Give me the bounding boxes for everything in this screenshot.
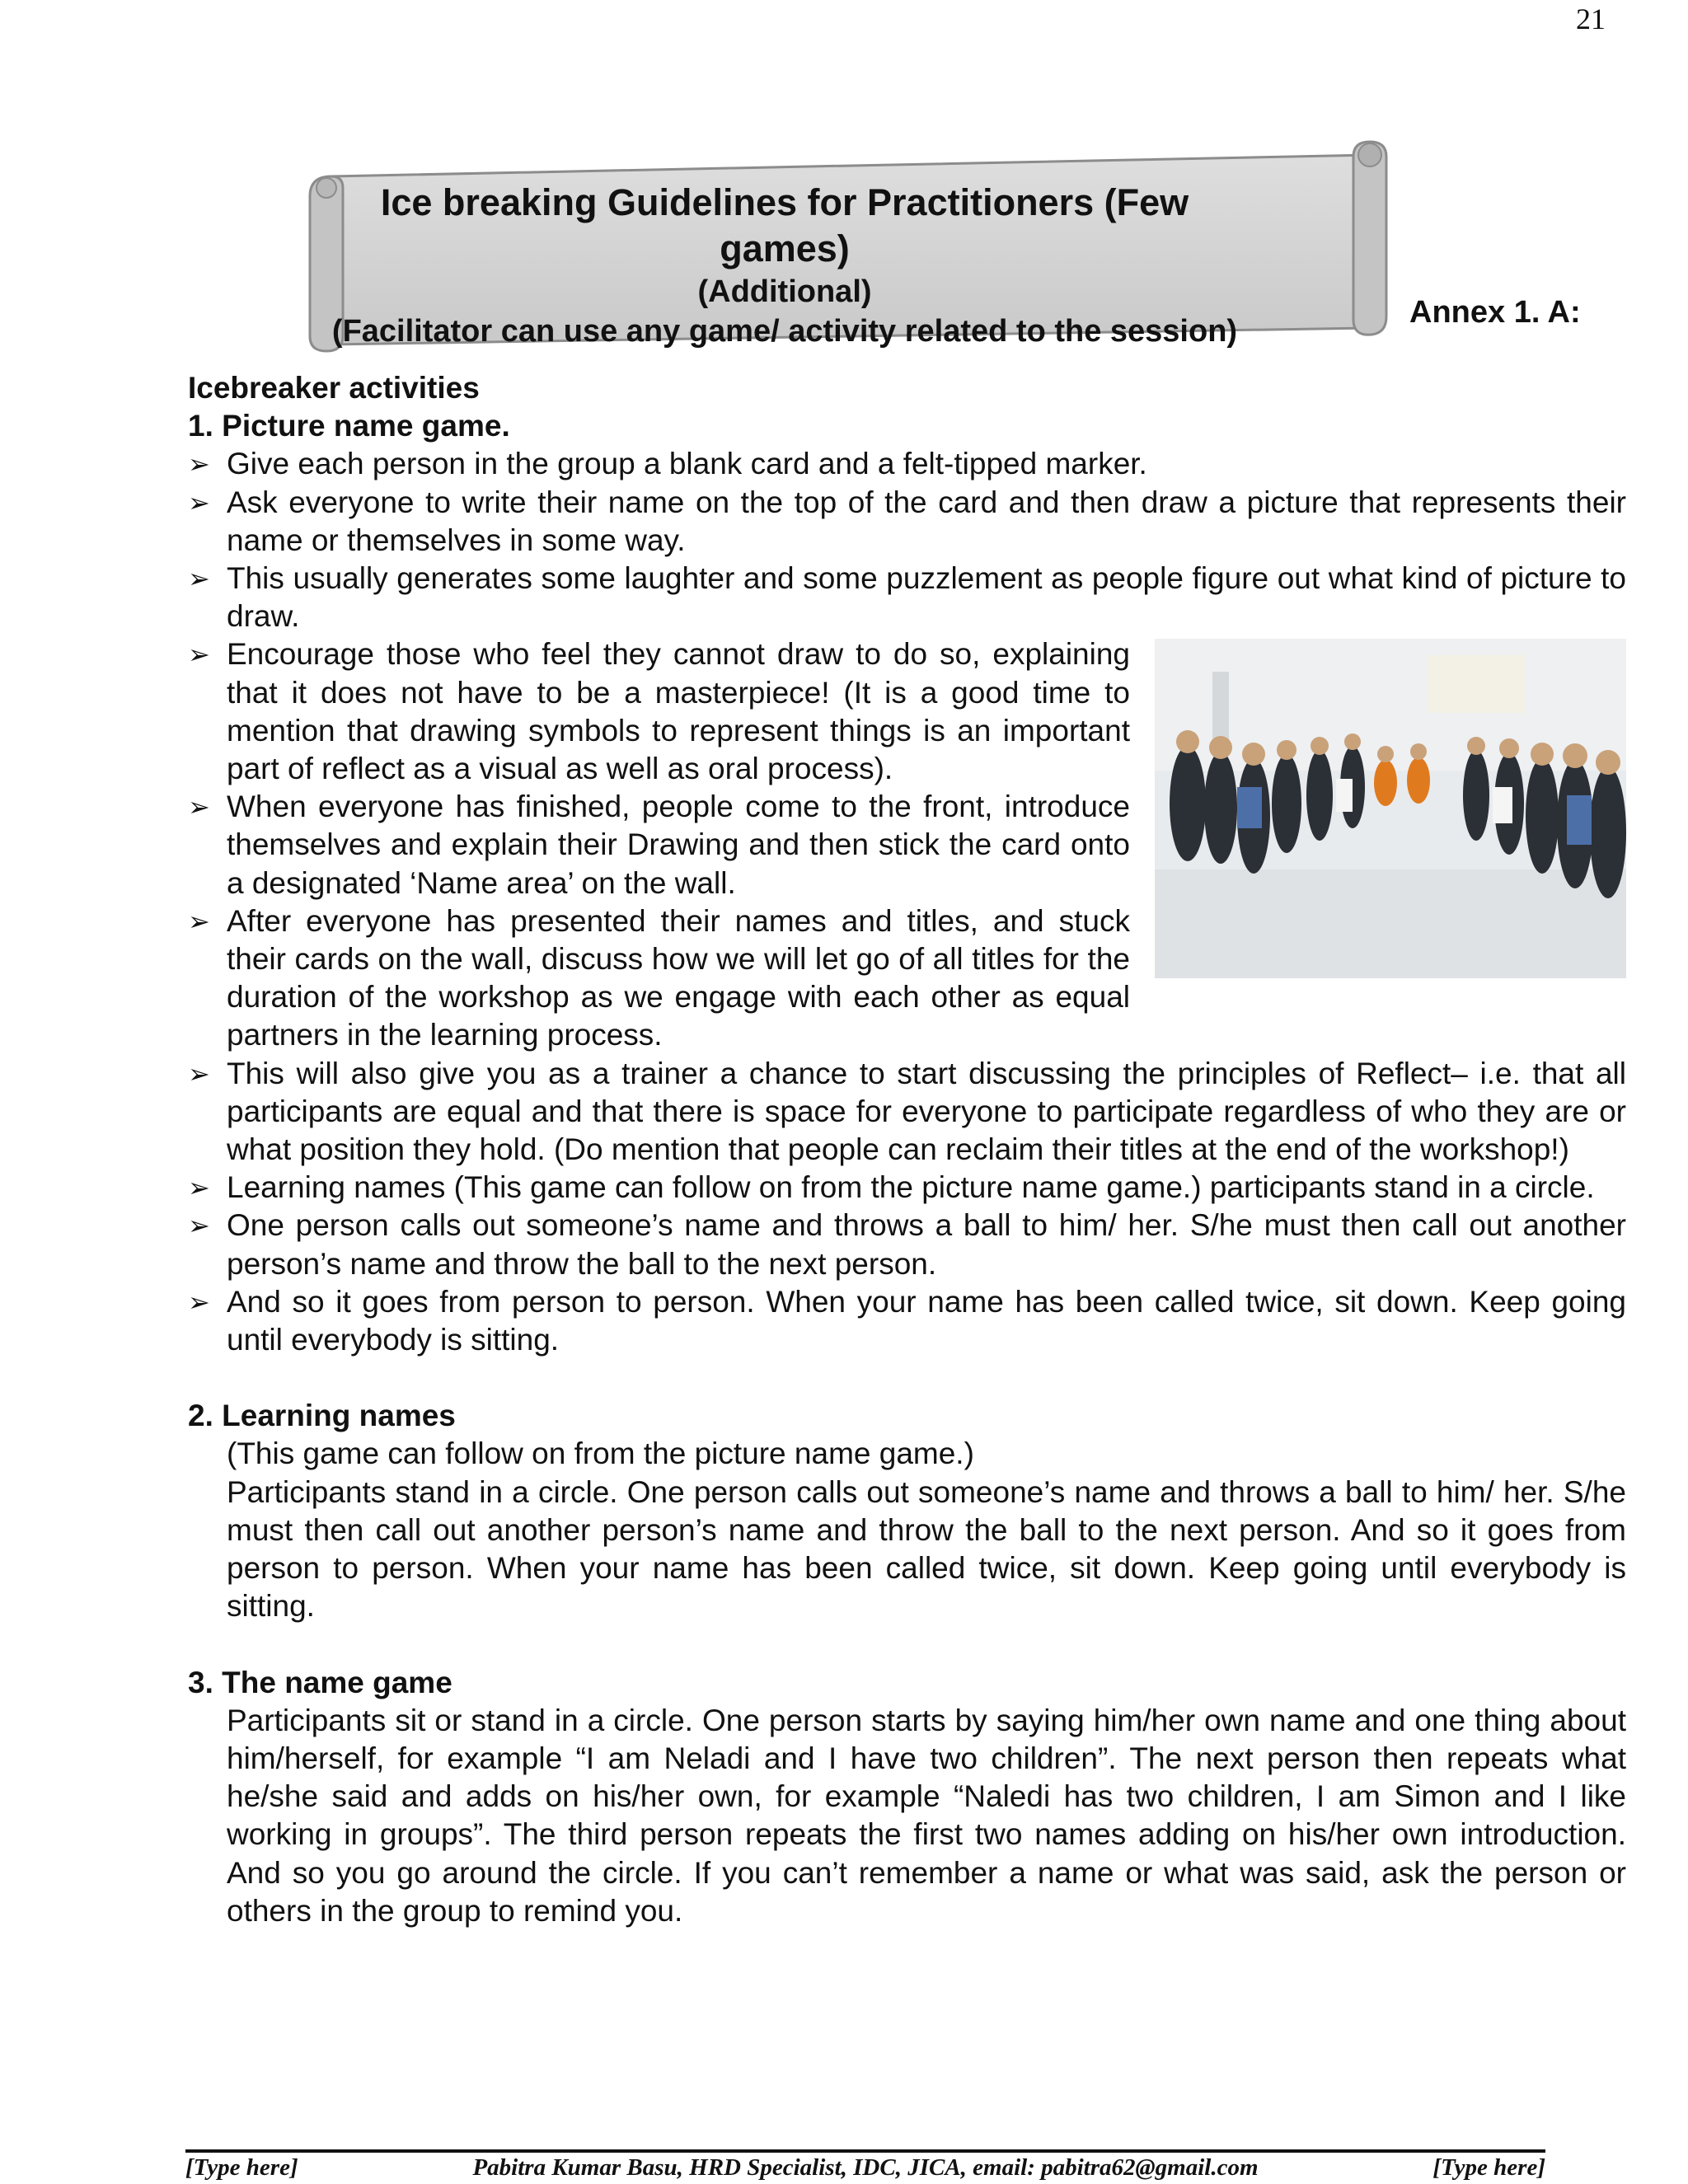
footer-left: [Type here] (185, 2154, 298, 2181)
game2-heading: 2. Learning names (188, 1399, 456, 1433)
footer-right: [Type here] (1432, 2154, 1545, 2181)
arrow-bullet-icon: ➢ (188, 448, 210, 480)
list-item: ➢ One person calls out someone’s name and throws a ball to him/ her. S/he must then call out another person’s name and throw the ball to the next person. (188, 1208, 1626, 1281)
arrow-bullet-icon: ➢ (188, 1057, 210, 1090)
footer-divider (185, 2149, 1545, 2153)
list-item: ➢ This usually generates some laughter and some puzzlement as people figure out what kind of picture to draw. (188, 561, 1626, 634)
list-item: ➢ Ask everyone to write their name on the top of the card and then draw a picture that represents their name or themselves in some way. (188, 485, 1626, 557)
arrow-bullet-icon: ➢ (188, 563, 210, 595)
section-heading: Icebreaker activities (188, 371, 480, 405)
arrow-bullet-icon: ➢ (188, 905, 210, 937)
game2-note: (This game can follow on from the picture name game.) (227, 1436, 974, 1471)
arrow-bullet-icon: ➢ (188, 1210, 210, 1242)
arrow-bullet-icon: ➢ (188, 1172, 210, 1204)
banner-title: Ice breaking Guidelines for Practitioners (Few games) (380, 181, 1189, 269)
list-item: ➢ And so it goes from person to person. When your name has been called twice, sit down. Keep going until everybody is sitting. (188, 1284, 1626, 1357)
annex-label: Annex 1. A: (1409, 295, 1581, 330)
arrow-bullet-icon: ➢ (188, 1286, 210, 1318)
game1-heading: 1. Picture name game. (188, 409, 510, 443)
list-item: ➢ This will also give you as a trainer a chance to start discussing the principles of Reflect– i.e. that all participants are equal and that there is space for everyone to participate regardless of who they are or what position they hold. (Do mention that people can reclaim their titles at the end of the workshop!) (188, 1056, 1626, 1167)
page-footer (185, 2154, 1545, 2182)
arrow-bullet-icon: ➢ (188, 486, 210, 518)
banner-note: (Facilitator can use any game/ activity related to the session) (331, 314, 1238, 349)
list-item: ➢ Encourage those who feel they cannot draw to do so, explaining that it does not have to be a masterpiece! (It is a good time to mention that drawing symbols to represent things is an important part of reflect as a visual as well as oral process). (188, 635, 1626, 788)
list-item: ➢ Learning names (This game can follow on from the picture name game.) participants stand in a circle. (188, 1169, 1626, 1207)
game3-paragraph: Participants sit or stand in a circle. One person starts by saying him/her own name and one thing about him/herself, for example “I am Neladi and I have two children”. The next person then repeats what he/she said and adds on his/her own, for example “Naledi has two children, I am Simon and I like working in groups”. The third person repeats the first two names adding on his/her own introduction. And so you go around the circle. If you can’t remember a name or what was said, ask the person or others in the group to remind you. (227, 1703, 1626, 1928)
document-body (188, 369, 1626, 1930)
scroll-banner (307, 138, 1388, 354)
game1-bullet-list (188, 445, 1626, 1359)
arrow-bullet-icon: ➢ (188, 639, 210, 671)
page-number: 21 (1576, 2, 1606, 35)
list-item: ➢ Give each person in the group a blank card and a felt-tipped marker. (188, 445, 1626, 483)
banner-subtitle: (Additional) (697, 274, 872, 309)
list-item: ➢ After everyone has presented their names and titles, and stuck their cards on the wall, discuss how we will let go of all titles for the duration of the workshop as we engage with each other as equal partners in the learning process. (188, 903, 1130, 1052)
game3-heading: 3. The name game (188, 1665, 452, 1699)
list-item: ➢ When everyone has finished, people come to the front, introduce themselves and explain their Drawing and then stick the card onto a designated ‘Name area’ on the wall. (188, 790, 1130, 900)
arrow-bullet-icon: ➢ (188, 791, 210, 823)
game2-paragraph: Participants stand in a circle. One person calls out someone’s name and throws a ball to him/ her. S/he must then call out another person’s name and throw the ball to the next person. And so it goes from person to person. When your name has been called twice, sit down. Keep going until everybody is sitting. (227, 1474, 1626, 1624)
footer-author: Pabitra Kumar Basu, HRD Specialist, IDC, JICA, email: pabitra62@gmail.com (472, 2154, 1259, 2181)
